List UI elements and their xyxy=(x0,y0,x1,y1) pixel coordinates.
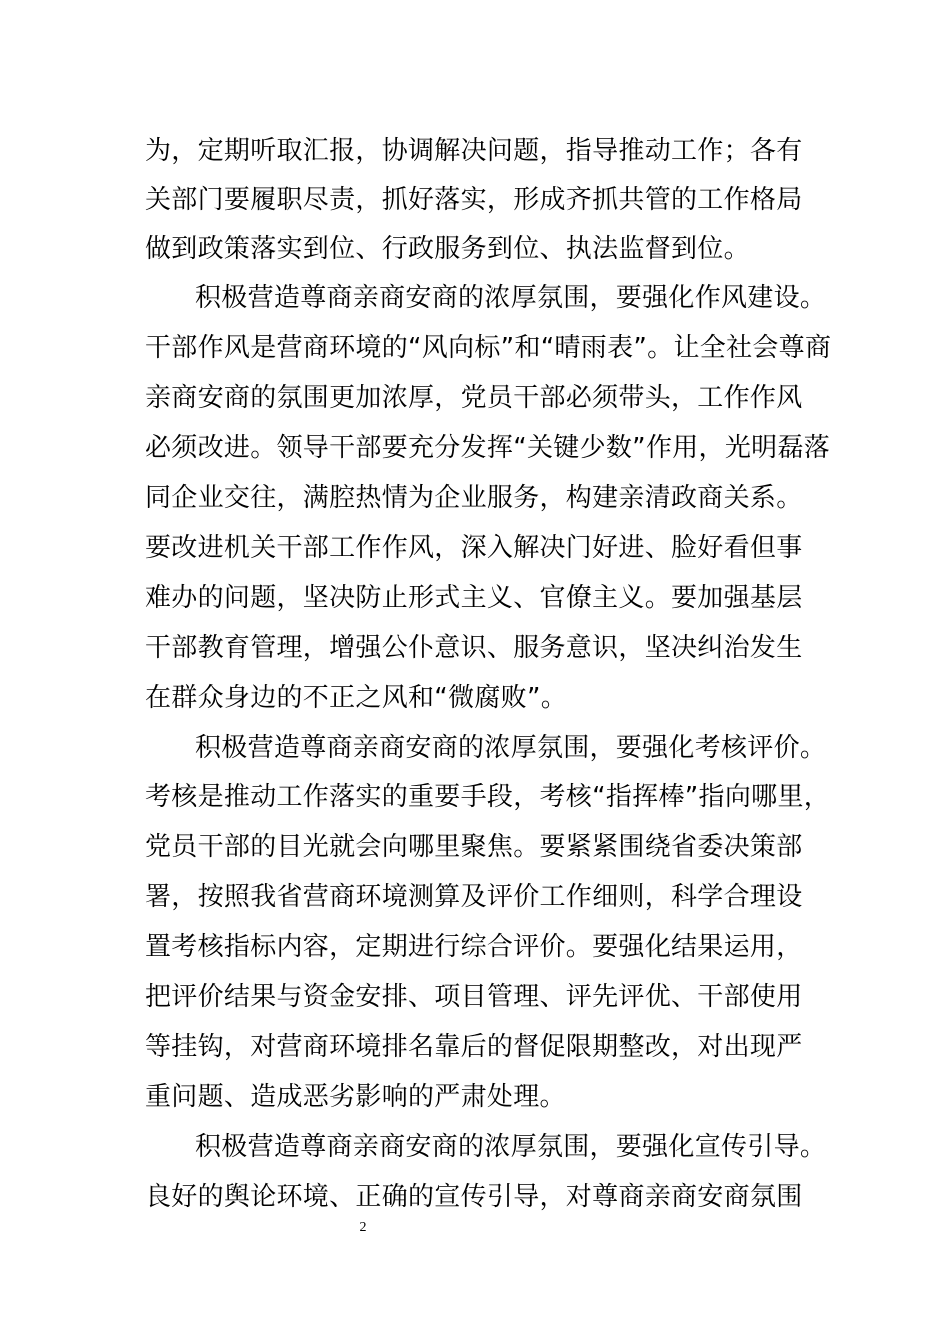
text-line-3: 做到政策落实到位、行政服务到位、执法监督到位。 xyxy=(145,234,750,264)
text-line-20: 重问题、造成恶劣影响的严肃处理。 xyxy=(145,1082,566,1112)
text-line-5: 干部作风是营商环境的“风向标”和“晴雨表”。让全社会尊商 xyxy=(145,333,832,363)
text-line-18: 把评价结果与资金安排、项目管理、评先评优、干部使用 xyxy=(145,982,803,1012)
page-number: 2 xyxy=(359,1220,367,1235)
text-line-17: 置考核指标内容，定期进行综合评价。要强化结果运用， xyxy=(145,932,803,962)
text-line-11: 干部教育管理，增强公仆意识、服务意识，坚决纠治发生 xyxy=(145,633,803,663)
paragraph-lead-line-1: 积极营造尊商亲商安商的浓厚氛围，要强化作风建设。 xyxy=(195,283,827,313)
paragraph-lead-line-3: 积极营造尊商亲商安商的浓厚氛围，要强化宣传引导。 xyxy=(195,1132,827,1162)
text-line-7: 必须改进。领导干部要充分发挥“关键少数”作用，光明磊落 xyxy=(145,433,831,463)
text-line-16: 署，按照我省营商环境测算及评价工作细则，科学合理设 xyxy=(145,882,803,912)
text-line-19: 等挂钩，对营商环境排名靠后的督促限期整改，对出现严 xyxy=(145,1032,803,1062)
text-line-1: 为，定期听取汇报，协调解决问题，指导推动工作；各有 xyxy=(145,136,803,166)
text-line-8: 同企业交往，满腔热情为企业服务，构建亲清政商关系。 xyxy=(145,483,803,513)
text-line-6: 亲商安商的氛围更加浓厚，党员干部必须带头，工作作风 xyxy=(145,383,803,413)
text-line-15: 党员干部的目光就会向哪里聚焦。要紧紧围绕省委决策部 xyxy=(145,832,803,862)
text-line-12: 在群众身边的不正之风和“微腐败”。 xyxy=(145,683,568,713)
paragraph-lead-line-2: 积极营造尊商亲商安商的浓厚氛围，要强化考核评价。 xyxy=(195,733,827,763)
text-line-22: 良好的舆论环境、正确的宣传引导，对尊商亲商安商氛围 xyxy=(145,1182,803,1212)
text-line-2: 关部门要履职尽责，抓好落实，形成齐抓共管的工作格局 xyxy=(145,185,803,215)
text-line-14: 考核是推动工作落实的重要手段，考核“指挥棒”指向哪里， xyxy=(145,782,831,812)
text-line-9: 要改进机关干部工作作风，深入解决门好进、脸好看但事 xyxy=(145,533,803,563)
text-line-10: 难办的问题，坚决防止形式主义、官僚主义。要加强基层 xyxy=(145,583,803,613)
